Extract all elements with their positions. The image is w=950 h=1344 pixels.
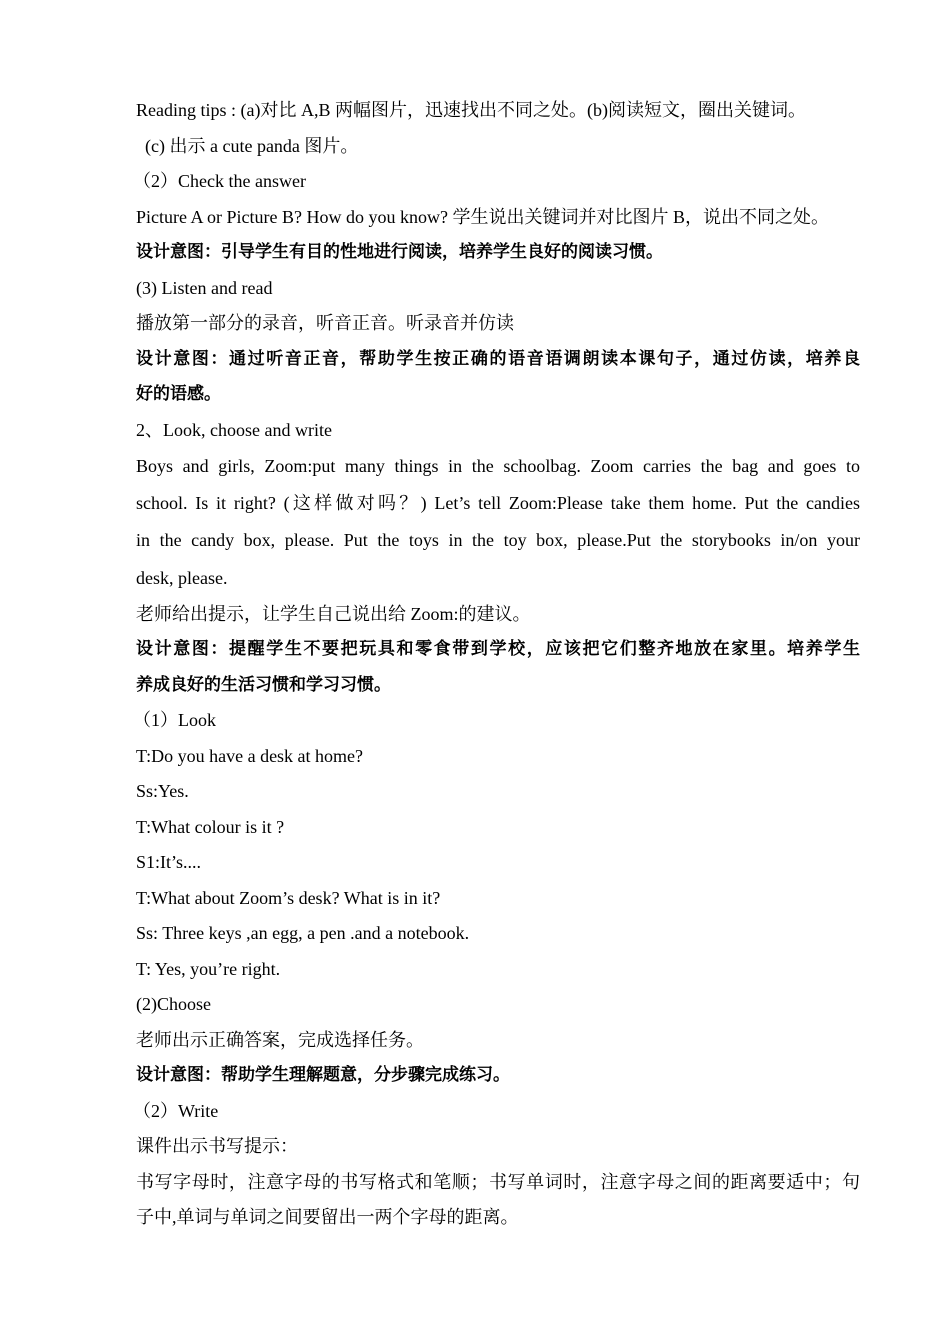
dialogue-line: Ss:Yes. [136,781,189,802]
choose-instruction: 老师出示正确答案，完成选择任务。 [136,1029,424,1050]
dialogue-line: Ss: Three keys ,an egg, a pen .and a notebook. [136,923,470,944]
design-intent-reading: 设计意图：引导学生有目的性地进行阅读，培养学生良好的阅读习惯。 [136,242,663,262]
listen-read-heading: (3) Listen and read [136,277,273,298]
dialogue-line: T:What colour is it ? [136,816,285,837]
check-answer-heading: （2）Check the answer [133,171,306,191]
design-intent-habits-1: 设计意图：提醒学生不要把玩具和零食带到学校，应该把它们整齐地放在家里。培养学生 [136,639,860,660]
design-intent-habits-2: 养成良好的生活习惯和学习习惯。 [136,674,391,695]
reading-tips-c-line: (c) 出示 a cute panda 图片。 [145,135,359,156]
picture-question-line: Picture A or Picture B? How do you know? 学生说出关键词并对比图片 B，说出不同之处。 [136,206,829,227]
paragraph-line: in the candy box, please. Put the toys in the toy box, please.Put the storybooks in/on your [136,530,860,551]
zoom-schoolbag-paragraph [136,448,860,597]
paragraph-line: Boys and girls, Zoom:put many things in the schoolbag. Zoom carries the bag and goes to [136,456,860,476]
listen-read-instruction: 播放第一部分的录音，听音正音。听录音并仿读 [136,313,514,333]
reading-tips-line: Reading tips : (a)对比 A,B 两幅图片，迅速找出不同之处。(b)阅读短文，圈出关键词。 [136,100,806,120]
writing-tips-heading: 课件出示书写提示： [136,1136,298,1157]
design-intent-listening-2: 好的语感。 [136,384,221,404]
document-page [133,93,860,1236]
design-intent-listening-1: 设计意图：通过听音正音，帮助学生按正确的语音语调朗读本课句子，通过仿读，培养良 [136,348,860,369]
teacher-hint-line: 老师给出提示，让学生自己说出给 Zoom:的建议。 [136,603,531,624]
dialogue-line: S1:It’s.... [136,852,202,873]
write-heading: （2）Write [133,1100,219,1121]
dialogue-line: T:Do you have a desk at home? [136,745,364,766]
dialogue-line: T: Yes, you’re right. [136,958,281,979]
dialogue-line: T:What about Zoom’s desk? What is in it? [136,887,441,908]
writing-tips-line-2: 子中,单词与单词之间要留出一两个字母的距离。 [136,1207,519,1228]
paragraph-line: school. Is it right? (这样做对吗？) Let’s tell Zoom:Please take them home. Put the candies [136,493,860,514]
design-intent-exercise: 设计意图：帮助学生理解题意，分步骤完成练习。 [136,1065,510,1086]
look-heading: （1）Look [133,710,216,731]
paragraph-line: desk, please. [136,567,228,588]
look-choose-write-heading: 2、Look, choose and write [136,419,332,440]
choose-heading: (2)Choose [136,994,211,1015]
writing-tips-line-1: 书写字母时，注意字母的书写格式和笔顺；书写单词时，注意字母之间的距离要适中；句 [136,1171,860,1192]
